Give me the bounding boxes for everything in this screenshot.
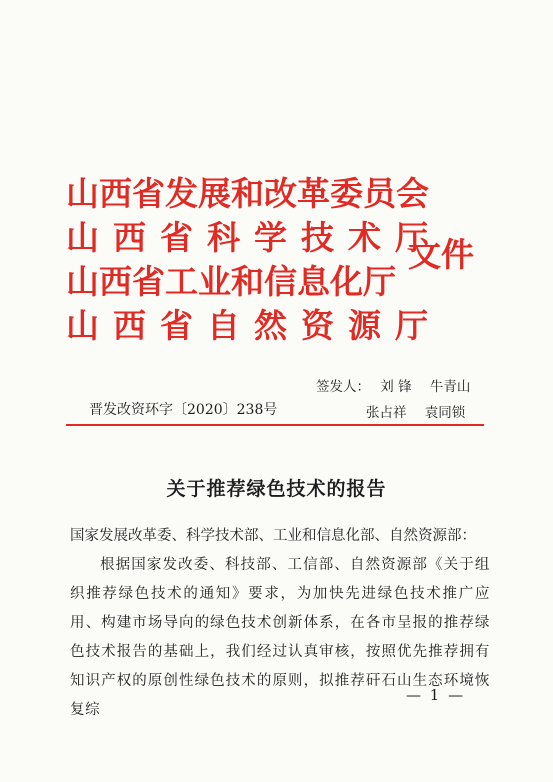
issuer-natural-resources: 山西省自然资源厅 <box>66 306 442 345</box>
signer-name: 刘 锋 <box>380 379 412 395</box>
signers-label: 签发人： <box>316 379 370 395</box>
signer-name: 牛青山 <box>429 379 471 395</box>
signer-name: 袁同锁 <box>424 405 466 421</box>
document-number: 晋发改资环字〔2020〕238号 <box>89 402 278 418</box>
addressee: 国家发展改革委、科学技术部、工业和信息化部、自然资源部： <box>70 528 476 544</box>
issuer-industry: 山西省工业和信息化厅 <box>66 262 396 301</box>
signers-row-2 <box>316 400 484 426</box>
doc-type-label: 文件 <box>408 235 474 274</box>
signers-row-1 <box>316 374 484 400</box>
report-title: 关于推荐绿色技术的报告 <box>166 478 387 500</box>
issuer-ndrc: 山西省发展和改革委员会 <box>66 174 429 213</box>
page-number: — 1 — <box>406 686 466 704</box>
red-divider <box>66 424 484 426</box>
issuer-science: 山西省科学技术厅 <box>66 218 442 257</box>
signers-block <box>316 374 484 426</box>
body-paragraph: 根据国家发改委、科技部、工信部、自然资源部《关于组织推荐绿色技术的通知》要求，为加快先进绿色技术推广应用、构建市场导向的绿色技术创新体系，在各市呈报的推荐绿色技术报告的基础上，我们经过认真审核，按照优先推荐拥有知识产权的原创性绿色技术的原则，拟推荐矸石山生态环境恢复综 <box>70 557 490 718</box>
signer-name: 张占祥 <box>366 405 407 421</box>
